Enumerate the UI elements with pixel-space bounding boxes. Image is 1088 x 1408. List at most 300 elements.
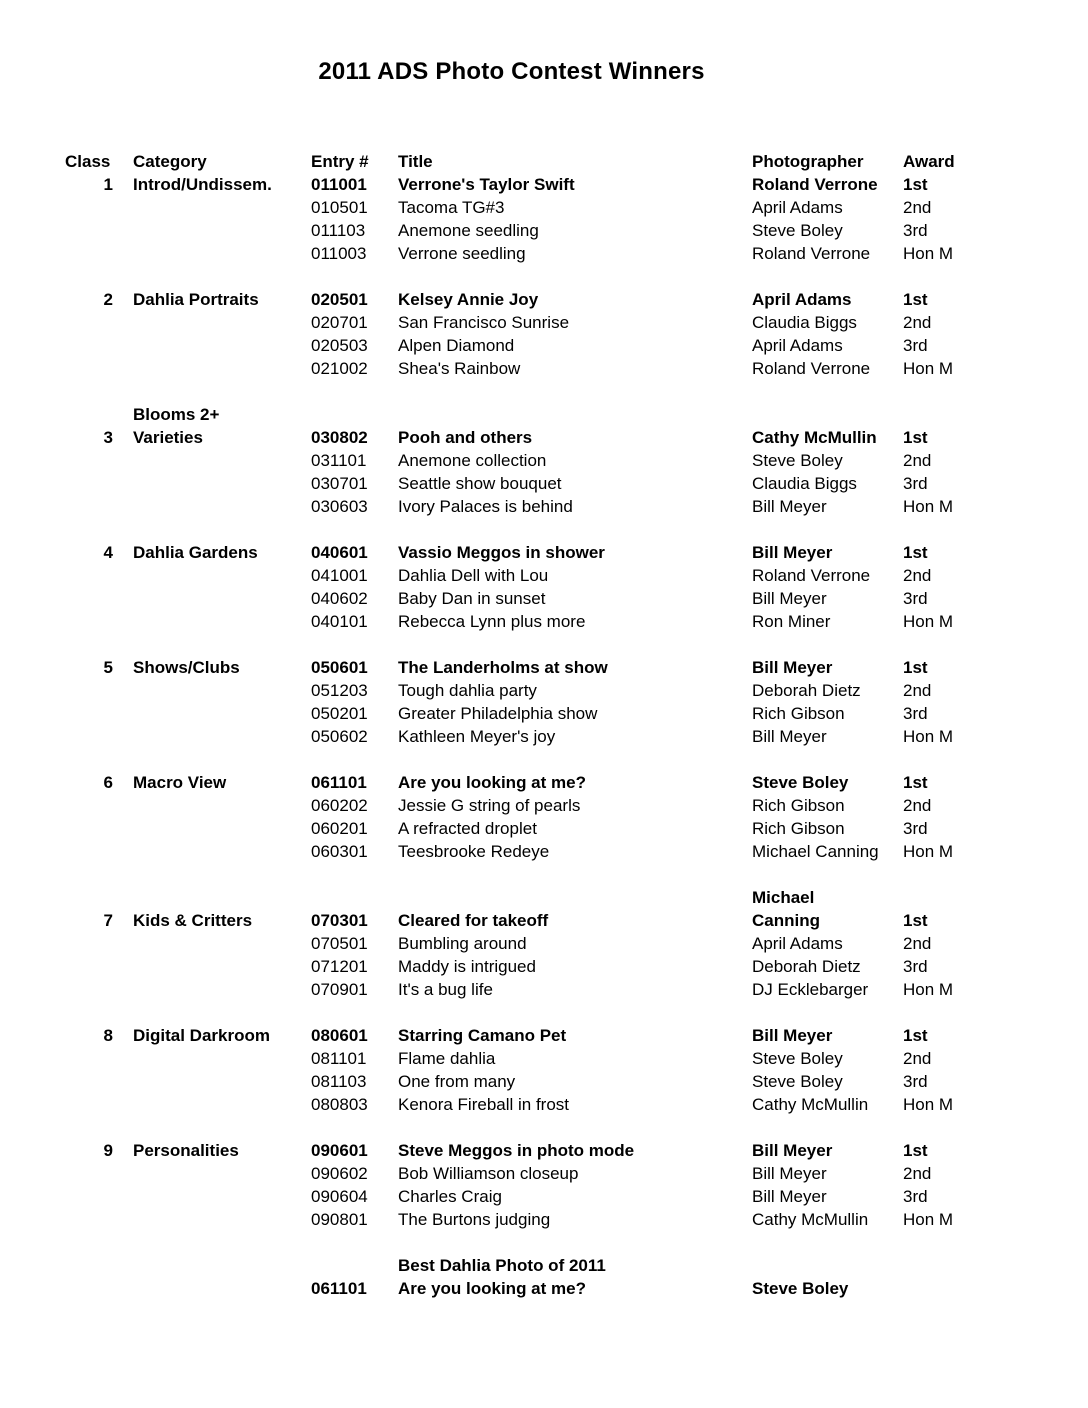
cell-award: 2nd bbox=[903, 451, 932, 470]
cell-category bbox=[113, 265, 311, 288]
cell-entry bbox=[311, 1001, 398, 1024]
table-row bbox=[65, 1070, 993, 1093]
cell-category bbox=[113, 219, 311, 242]
cell-entry: 061101 bbox=[311, 1279, 367, 1298]
table-row bbox=[65, 1277, 993, 1300]
cell-award: 2nd bbox=[903, 934, 932, 953]
cell-award: 1st bbox=[903, 175, 928, 194]
spacer-row bbox=[65, 633, 993, 656]
cell-class bbox=[65, 311, 113, 334]
cell-photographer: Bill Meyer bbox=[752, 1026, 833, 1045]
cell-entry bbox=[311, 886, 398, 909]
cell-photographer bbox=[752, 1254, 903, 1277]
cell-award: Hon M bbox=[903, 244, 954, 263]
cell-award bbox=[903, 1254, 993, 1277]
cell-photographer bbox=[752, 403, 903, 426]
cell-entry: 060301 bbox=[311, 842, 368, 861]
cell-entry: 070501 bbox=[311, 934, 368, 953]
cell-title: Cleared for takeoff bbox=[398, 911, 549, 930]
cell-entry bbox=[311, 380, 398, 403]
cell-award bbox=[903, 265, 993, 288]
cell-award: 2nd bbox=[903, 313, 932, 332]
table-row bbox=[65, 656, 993, 679]
cell-photographer: DJ Ecklebarger bbox=[752, 980, 869, 999]
cell-class bbox=[65, 1093, 113, 1116]
cell-entry: 020503 bbox=[311, 336, 368, 355]
cell-entry: 030701 bbox=[311, 474, 368, 493]
table-row bbox=[65, 288, 993, 311]
cell-class bbox=[65, 1254, 113, 1277]
cell-entry: 010501 bbox=[311, 198, 368, 217]
cell-award: 3rd bbox=[903, 221, 928, 240]
cell-entry: 070901 bbox=[311, 980, 368, 999]
cell-class bbox=[65, 380, 113, 403]
cell-photographer: Steve Boley bbox=[752, 1279, 849, 1298]
cell-title: San Francisco Sunrise bbox=[398, 313, 570, 332]
cell-title bbox=[398, 863, 752, 886]
cell-photographer: Bill Meyer bbox=[752, 543, 833, 562]
winners-table bbox=[65, 150, 993, 1300]
cell-class bbox=[65, 587, 113, 610]
cell-award: 1st bbox=[903, 1026, 928, 1045]
cell-title: A refracted droplet bbox=[398, 819, 537, 838]
cell-category bbox=[113, 702, 311, 725]
cell-entry: 020701 bbox=[311, 313, 368, 332]
cell-title: Steve Meggos in photo mode bbox=[398, 1141, 635, 1160]
cell-award bbox=[903, 518, 993, 541]
cell-entry: 011001 bbox=[311, 175, 367, 194]
table-row bbox=[65, 1162, 993, 1185]
cell-photographer bbox=[752, 265, 903, 288]
cell-title: Kathleen Meyer's joy bbox=[398, 727, 556, 746]
spacer-row bbox=[65, 1231, 993, 1254]
cell-photographer: Cathy McMullin bbox=[752, 1095, 869, 1114]
cell-class bbox=[65, 495, 113, 518]
cell-category bbox=[113, 610, 311, 633]
table-row bbox=[65, 702, 993, 725]
cell-entry: 070301 bbox=[311, 911, 368, 930]
cell-category bbox=[113, 978, 311, 1001]
cell-photographer bbox=[752, 380, 903, 403]
cell-entry: 040601 bbox=[311, 543, 368, 562]
table-row bbox=[65, 196, 993, 219]
cell-class bbox=[65, 518, 113, 541]
cell-category bbox=[113, 472, 311, 495]
cell-class bbox=[65, 1162, 113, 1185]
cell-entry bbox=[311, 1231, 398, 1254]
cell-photographer: Roland Verrone bbox=[752, 359, 871, 378]
cell-title bbox=[398, 403, 752, 426]
cell-award: 1st bbox=[903, 543, 928, 562]
cell-title: Maddy is intrigued bbox=[398, 957, 536, 976]
cell-photographer: Michael bbox=[752, 888, 815, 907]
spacer-row bbox=[65, 863, 993, 886]
cell-award: 3rd bbox=[903, 704, 928, 723]
table-row bbox=[65, 909, 993, 932]
cell-title bbox=[398, 1231, 752, 1254]
cell-photographer: Bill Meyer bbox=[752, 1187, 827, 1206]
cell-entry: 021002 bbox=[311, 359, 368, 378]
cell-photographer: Bill Meyer bbox=[752, 497, 827, 516]
table-header-row bbox=[65, 150, 993, 173]
cell-title bbox=[398, 265, 752, 288]
cell-award: 1st bbox=[903, 1141, 928, 1160]
cell-category bbox=[113, 840, 311, 863]
cell-entry: 080803 bbox=[311, 1095, 368, 1114]
cell-category bbox=[113, 380, 311, 403]
table-row bbox=[65, 173, 993, 196]
cell-title: Alpen Diamond bbox=[398, 336, 515, 355]
cell-photographer: April Adams bbox=[752, 290, 852, 309]
cell-photographer: Rich Gibson bbox=[752, 796, 845, 815]
cell-award: 3rd bbox=[903, 819, 928, 838]
cell-class bbox=[65, 1001, 113, 1024]
cell-award: 1st bbox=[903, 428, 928, 447]
cell-category bbox=[113, 1231, 311, 1254]
cell-class: 4 bbox=[103, 543, 113, 562]
table-row bbox=[65, 1093, 993, 1116]
cell-title: Kelsey Annie Joy bbox=[398, 290, 539, 309]
cell-title: Are you looking at me? bbox=[398, 1279, 586, 1298]
cell-category bbox=[113, 1254, 311, 1277]
cell-title bbox=[398, 518, 752, 541]
cell-photographer: Steve Boley bbox=[752, 221, 843, 240]
cell-class bbox=[65, 449, 113, 472]
cell-category bbox=[113, 449, 311, 472]
cell-class: 5 bbox=[103, 658, 113, 677]
cell-title: Are you looking at me? bbox=[398, 773, 586, 792]
table-row bbox=[65, 794, 993, 817]
cell-category: Shows/Clubs bbox=[133, 658, 240, 677]
cell-title: Pooh and others bbox=[398, 428, 533, 447]
cell-class: 2 bbox=[103, 290, 113, 309]
cell-photographer: April Adams bbox=[752, 934, 843, 953]
column-header-photographer: Photographer bbox=[752, 152, 864, 171]
cell-title: Verrone seedling bbox=[398, 244, 526, 263]
cell-award: Hon M bbox=[903, 842, 954, 861]
cell-category bbox=[113, 1277, 311, 1300]
spacer-row bbox=[65, 380, 993, 403]
cell-entry: 031101 bbox=[311, 451, 367, 470]
cell-category bbox=[113, 679, 311, 702]
column-header-category: Category bbox=[133, 152, 207, 171]
cell-entry: 030802 bbox=[311, 428, 368, 447]
cell-category bbox=[113, 1185, 311, 1208]
spacer-row bbox=[65, 518, 993, 541]
cell-class bbox=[65, 932, 113, 955]
cell-photographer: Roland Verrone bbox=[752, 175, 878, 194]
cell-award: 2nd bbox=[903, 1049, 932, 1068]
spacer-row bbox=[65, 1116, 993, 1139]
cell-photographer: Claudia Biggs bbox=[752, 474, 857, 493]
cell-award: 1st bbox=[903, 658, 928, 677]
cell-entry: 061101 bbox=[311, 773, 367, 792]
cell-award: 1st bbox=[903, 773, 928, 792]
cell-class bbox=[65, 334, 113, 357]
cell-entry: 041001 bbox=[311, 566, 368, 585]
cell-entry: 081103 bbox=[311, 1072, 367, 1091]
cell-title: Ivory Palaces is behind bbox=[398, 497, 573, 516]
cell-award: 2nd bbox=[903, 1164, 932, 1183]
cell-entry: 060202 bbox=[311, 796, 368, 815]
cell-entry: 081101 bbox=[311, 1049, 367, 1068]
cell-class bbox=[65, 748, 113, 771]
cell-photographer: Deborah Dietz bbox=[752, 681, 861, 700]
cell-category: Blooms 2+ bbox=[133, 405, 220, 424]
cell-category bbox=[113, 633, 311, 656]
cell-class bbox=[65, 196, 113, 219]
cell-class bbox=[65, 1277, 113, 1300]
cell-title: One from many bbox=[398, 1072, 516, 1091]
cell-category bbox=[113, 518, 311, 541]
table-row bbox=[65, 1208, 993, 1231]
cell-title: Flame dahlia bbox=[398, 1049, 496, 1068]
cell-entry: 050602 bbox=[311, 727, 368, 746]
cell-category: Dahlia Gardens bbox=[133, 543, 258, 562]
table-row bbox=[65, 1047, 993, 1070]
cell-category bbox=[113, 1070, 311, 1093]
cell-title: Seattle show bouquet bbox=[398, 474, 562, 493]
cell-class bbox=[65, 472, 113, 495]
cell-title: The Landerholms at show bbox=[398, 658, 608, 677]
cell-entry: 030603 bbox=[311, 497, 368, 516]
cell-title: Dahlia Dell with Lou bbox=[398, 566, 549, 585]
cell-award: 3rd bbox=[903, 589, 928, 608]
cell-category bbox=[113, 863, 311, 886]
cell-award: Hon M bbox=[903, 359, 954, 378]
cell-photographer: Cathy McMullin bbox=[752, 1210, 869, 1229]
cell-entry bbox=[311, 265, 398, 288]
table-row bbox=[65, 311, 993, 334]
cell-entry: 040602 bbox=[311, 589, 368, 608]
cell-category bbox=[113, 725, 311, 748]
cell-title: Anemone seedling bbox=[398, 221, 539, 240]
cell-entry: 060201 bbox=[311, 819, 368, 838]
cell-class bbox=[65, 564, 113, 587]
cell-title: The Burtons judging bbox=[398, 1210, 551, 1229]
cell-class bbox=[65, 1047, 113, 1070]
cell-entry bbox=[311, 518, 398, 541]
cell-category bbox=[113, 495, 311, 518]
cell-class: 7 bbox=[103, 911, 113, 930]
cell-category bbox=[113, 955, 311, 978]
cell-title: Tough dahlia party bbox=[398, 681, 537, 700]
cell-award bbox=[903, 1001, 993, 1024]
cell-title: Bumbling around bbox=[398, 934, 527, 953]
cell-category bbox=[113, 1208, 311, 1231]
cell-photographer: Ron Miner bbox=[752, 612, 831, 631]
cell-award: 1st bbox=[903, 290, 928, 309]
cell-category bbox=[113, 196, 311, 219]
cell-photographer: Bill Meyer bbox=[752, 1141, 833, 1160]
table-row bbox=[65, 357, 993, 380]
cell-award: Hon M bbox=[903, 727, 954, 746]
cell-award: 3rd bbox=[903, 957, 928, 976]
cell-category bbox=[113, 357, 311, 380]
table-row bbox=[65, 449, 993, 472]
spacer-row bbox=[65, 265, 993, 288]
cell-class: 1 bbox=[103, 175, 113, 194]
table-row bbox=[65, 1254, 993, 1277]
cell-photographer: Steve Boley bbox=[752, 773, 849, 792]
table-row bbox=[65, 242, 993, 265]
cell-award: 1st bbox=[903, 911, 928, 930]
cell-award bbox=[903, 748, 993, 771]
cell-class bbox=[65, 1070, 113, 1093]
table-body bbox=[65, 173, 993, 1300]
cell-photographer: April Adams bbox=[752, 336, 843, 355]
cell-entry: 040101 bbox=[311, 612, 368, 631]
cell-class: 8 bbox=[103, 1026, 113, 1045]
cell-entry: 090601 bbox=[311, 1141, 368, 1160]
cell-category bbox=[113, 932, 311, 955]
table-row bbox=[65, 334, 993, 357]
cell-entry bbox=[311, 748, 398, 771]
cell-category bbox=[113, 886, 311, 909]
table-row bbox=[65, 610, 993, 633]
cell-class: 6 bbox=[103, 773, 113, 792]
cell-entry: 020501 bbox=[311, 290, 368, 309]
cell-entry bbox=[311, 403, 398, 426]
cell-title: Baby Dan in sunset bbox=[398, 589, 546, 608]
column-header-title: Title bbox=[398, 152, 433, 171]
cell-award: 2nd bbox=[903, 198, 932, 217]
cell-category bbox=[113, 242, 311, 265]
cell-award bbox=[903, 380, 993, 403]
cell-class bbox=[65, 1116, 113, 1139]
cell-photographer: Roland Verrone bbox=[752, 566, 871, 585]
cell-entry: 090602 bbox=[311, 1164, 368, 1183]
cell-photographer bbox=[752, 1231, 903, 1254]
cell-entry: 071201 bbox=[311, 957, 368, 976]
table-row bbox=[65, 495, 993, 518]
cell-entry: 011003 bbox=[311, 244, 367, 263]
cell-class bbox=[65, 1208, 113, 1231]
cell-category bbox=[113, 1001, 311, 1024]
cell-category bbox=[113, 748, 311, 771]
table-row bbox=[65, 541, 993, 564]
cell-photographer: Bill Meyer bbox=[752, 658, 833, 677]
cell-category: Digital Darkroom bbox=[133, 1026, 270, 1045]
cell-photographer bbox=[752, 633, 903, 656]
cell-class bbox=[65, 265, 113, 288]
cell-class bbox=[65, 702, 113, 725]
table-row bbox=[65, 817, 993, 840]
cell-category bbox=[113, 564, 311, 587]
table-row bbox=[65, 955, 993, 978]
cell-title: Verrone's Taylor Swift bbox=[398, 175, 575, 194]
cell-category: Macro View bbox=[133, 773, 227, 792]
cell-award: Hon M bbox=[903, 1095, 954, 1114]
cell-photographer bbox=[752, 1116, 903, 1139]
cell-award: Hon M bbox=[903, 980, 954, 999]
cell-class bbox=[65, 886, 113, 909]
cell-award: 2nd bbox=[903, 681, 932, 700]
table-row bbox=[65, 403, 993, 426]
cell-title: Charles Craig bbox=[398, 1187, 502, 1206]
cell-class bbox=[65, 863, 113, 886]
cell-photographer bbox=[752, 518, 903, 541]
cell-class bbox=[65, 955, 113, 978]
cell-entry bbox=[311, 1116, 398, 1139]
table-row bbox=[65, 472, 993, 495]
cell-award: 3rd bbox=[903, 1187, 928, 1206]
table-row bbox=[65, 840, 993, 863]
cell-award bbox=[903, 863, 993, 886]
cell-photographer: Claudia Biggs bbox=[752, 313, 857, 332]
cell-category: Dahlia Portraits bbox=[133, 290, 259, 309]
cell-award: 3rd bbox=[903, 1072, 928, 1091]
cell-title: Anemone collection bbox=[398, 451, 547, 470]
cell-photographer: Canning bbox=[752, 911, 820, 930]
cell-photographer: Roland Verrone bbox=[752, 244, 871, 263]
cell-class bbox=[65, 725, 113, 748]
cell-category bbox=[113, 1116, 311, 1139]
cell-category bbox=[113, 794, 311, 817]
cell-award: 3rd bbox=[903, 336, 928, 355]
cell-category: Kids & Critters bbox=[133, 911, 253, 930]
cell-title bbox=[398, 1001, 752, 1024]
cell-class bbox=[65, 840, 113, 863]
cell-category: Introd/Undissem. bbox=[133, 175, 272, 194]
cell-category bbox=[113, 817, 311, 840]
cell-photographer: Rich Gibson bbox=[752, 704, 845, 723]
cell-title: Bob Williamson closeup bbox=[398, 1164, 579, 1183]
cell-photographer: Rich Gibson bbox=[752, 819, 845, 838]
cell-award: Hon M bbox=[903, 612, 954, 631]
cell-title bbox=[398, 380, 752, 403]
table-row bbox=[65, 771, 993, 794]
spacer-row bbox=[65, 748, 993, 771]
cell-photographer: Cathy McMullin bbox=[752, 428, 877, 447]
cell-title bbox=[398, 886, 752, 909]
cell-award bbox=[903, 1277, 993, 1300]
cell-entry: 050201 bbox=[311, 704, 368, 723]
cell-title: Jessie G string of pearls bbox=[398, 796, 581, 815]
cell-category: Personalities bbox=[133, 1141, 239, 1160]
column-header-award: Award bbox=[903, 152, 955, 171]
cell-entry: 090604 bbox=[311, 1187, 368, 1206]
cell-entry: 090801 bbox=[311, 1210, 368, 1229]
cell-photographer: Deborah Dietz bbox=[752, 957, 861, 976]
cell-entry: 051203 bbox=[311, 681, 368, 700]
cell-entry bbox=[311, 863, 398, 886]
cell-class bbox=[65, 817, 113, 840]
cell-class bbox=[65, 403, 113, 426]
cell-entry: 080601 bbox=[311, 1026, 368, 1045]
cell-class bbox=[65, 219, 113, 242]
cell-award: 3rd bbox=[903, 474, 928, 493]
cell-category bbox=[113, 311, 311, 334]
cell-category bbox=[113, 334, 311, 357]
cell-category bbox=[113, 1162, 311, 1185]
cell-category bbox=[113, 1047, 311, 1070]
cell-title: Greater Philadelphia show bbox=[398, 704, 598, 723]
cell-award bbox=[903, 1116, 993, 1139]
table-row bbox=[65, 1024, 993, 1047]
cell-photographer bbox=[752, 863, 903, 886]
document-title: 2011 ADS Photo Contest Winners bbox=[318, 58, 705, 85]
cell-award bbox=[903, 886, 993, 909]
cell-entry: 011103 bbox=[311, 221, 366, 240]
cell-title bbox=[398, 633, 752, 656]
cell-award: 2nd bbox=[903, 796, 932, 815]
cell-photographer: Bill Meyer bbox=[752, 727, 827, 746]
cell-entry bbox=[311, 1254, 398, 1277]
cell-title: Rebecca Lynn plus more bbox=[398, 612, 586, 631]
cell-award: 2nd bbox=[903, 566, 932, 585]
cell-award: Hon M bbox=[903, 1210, 954, 1229]
